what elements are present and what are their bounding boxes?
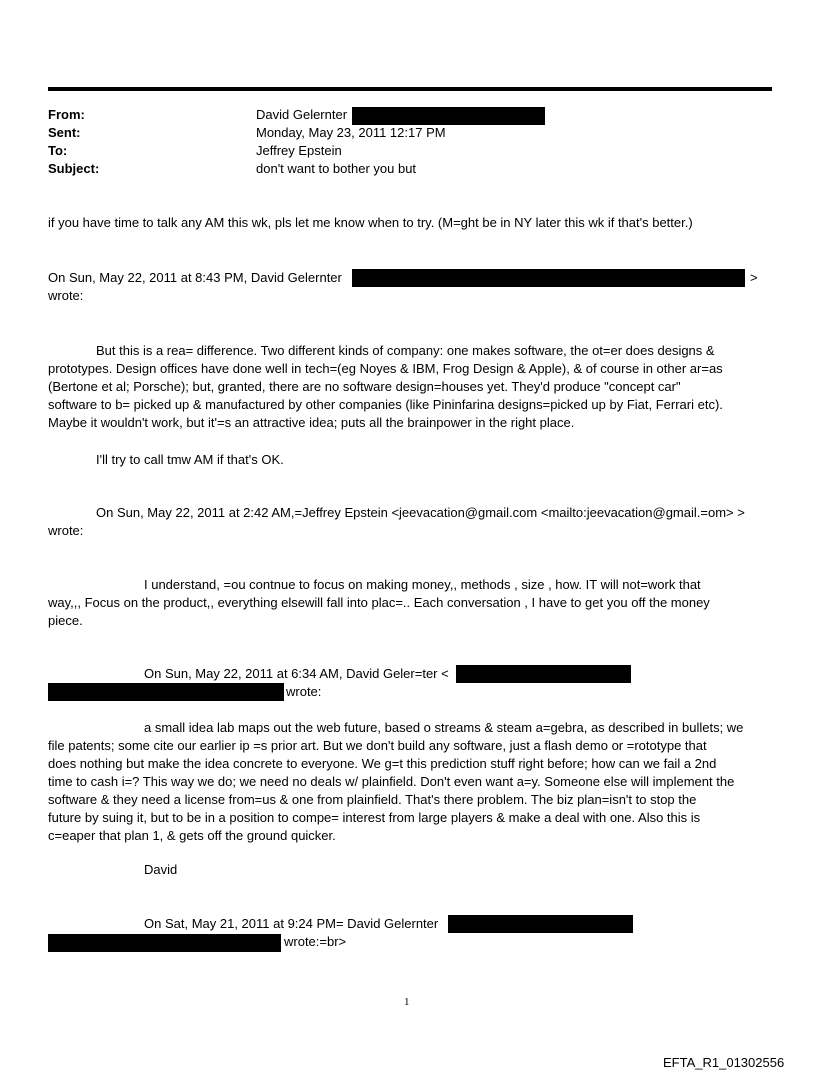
- paragraph-line: (Bertone et al; Porsche); but, granted, there are no software design=houses yet. They'd produce "concept car": [48, 379, 681, 394]
- paragraph-line: way,,, Focus on the product,, everything elsewill fall into plac=.. Each conversation , I have to get you off the money: [48, 595, 710, 610]
- from-value: David Gelernter: [256, 107, 348, 122]
- redaction-bar: [352, 269, 745, 287]
- paragraph-line: But this is a rea= difference. Two different kinds of company: one makes software, the ot=er does designs &: [96, 343, 715, 358]
- quote-header: On Sun, May 22, 2011 at 6:34 AM, David Geler=ter <: [144, 666, 449, 681]
- subject-value: don't want to bother you but: [256, 161, 417, 176]
- paragraph-line: software & they need a license from=us & one from plainfield. That's there problem. The biz plan=isn't to stop the: [48, 792, 697, 807]
- paragraph-line: I'll try to call tmw AM if that's OK.: [96, 452, 284, 467]
- quote-header-wrote: wrote:: [48, 288, 84, 303]
- paragraph-line: future by suing it, but to be in a position to compe= interest from large players & make a deal with one. Also this is: [48, 810, 701, 825]
- subject-label: Subject:: [48, 161, 100, 176]
- paragraph-line: c=eaper that plan 1, & gets off the ground quicker.: [48, 828, 336, 843]
- paragraph-line: software to b= picked up & manufactured by other companies (like Pininfarina designs=picked up by Fiat, Ferrari etc).: [48, 397, 723, 412]
- to-value: Jeffrey Epstein: [256, 143, 342, 158]
- paragraph-line: file patents; some cite our earlier ip =s prior art. But we don't build any software, just a flash demo or =rototype that: [48, 738, 707, 753]
- body-line: if you have time to talk any AM this wk, pls let me know when to try. (M=ght be in NY later this wk if that's better.): [48, 215, 693, 230]
- redaction-bar: [48, 683, 284, 701]
- from-label: From:: [48, 107, 85, 122]
- paragraph-line: time to cash i=? This way we do; we need no deals w/ plainfield. Don't even want a=y. Someone else will implement the: [48, 774, 735, 789]
- sent-value: Monday, May 23, 2011 12:17 PM: [256, 125, 446, 140]
- page-number: 1: [404, 996, 410, 1008]
- paragraph-line: does nothing but make the idea concrete to everyone. We g=t this prediction stuff right before; how can we fail a 2nd: [48, 756, 717, 771]
- paragraph-line: I understand, =ou contnue to focus on making money,, methods , size , how. IT will not=work that: [144, 577, 701, 592]
- quote-header-wrote: wrote:: [286, 684, 322, 699]
- quote-header: On Sun, May 22, 2011 at 8:43 PM, David Gelernter: [48, 270, 342, 285]
- quote-header: On Sun, May 22, 2011 at 2:42 AM,=Jeffrey Epstein <jeevacation@gmail.com <mailto:jeevacation@gmail.=om> >: [96, 505, 745, 520]
- paragraph-line: piece.: [48, 613, 83, 628]
- sent-label: Sent:: [48, 125, 81, 140]
- to-label: To:: [48, 143, 68, 158]
- quote-header-gt: >: [750, 270, 758, 285]
- redaction-bar: [448, 915, 633, 933]
- header-rule: [48, 87, 772, 91]
- quote-header-wrote: wrote:=br>: [284, 934, 347, 949]
- paragraph-line: a small idea lab maps out the web future, based o streams & steam a=gebra, as described in bullets; we: [144, 720, 744, 735]
- paragraph-line: prototypes. Design offices have done well in tech=(eg Noyes & IBM, Frog Design & Apple), & of course in other ar=as: [48, 361, 723, 376]
- quote-header-wrote: wrote:: [48, 523, 84, 538]
- signoff: David: [144, 862, 178, 877]
- paragraph-line: Maybe it wouldn't work, but it'=s an attractive idea; puts all the brainpower in the right place.: [48, 415, 575, 430]
- redaction-bar: [352, 107, 545, 125]
- document-id: EFTA_R1_01302556: [663, 1055, 785, 1070]
- quote-header: On Sat, May 21, 2011 at 9:24 PM= David Gelernter: [144, 916, 439, 931]
- redaction-bar: [48, 934, 281, 952]
- redaction-bar: [456, 665, 631, 683]
